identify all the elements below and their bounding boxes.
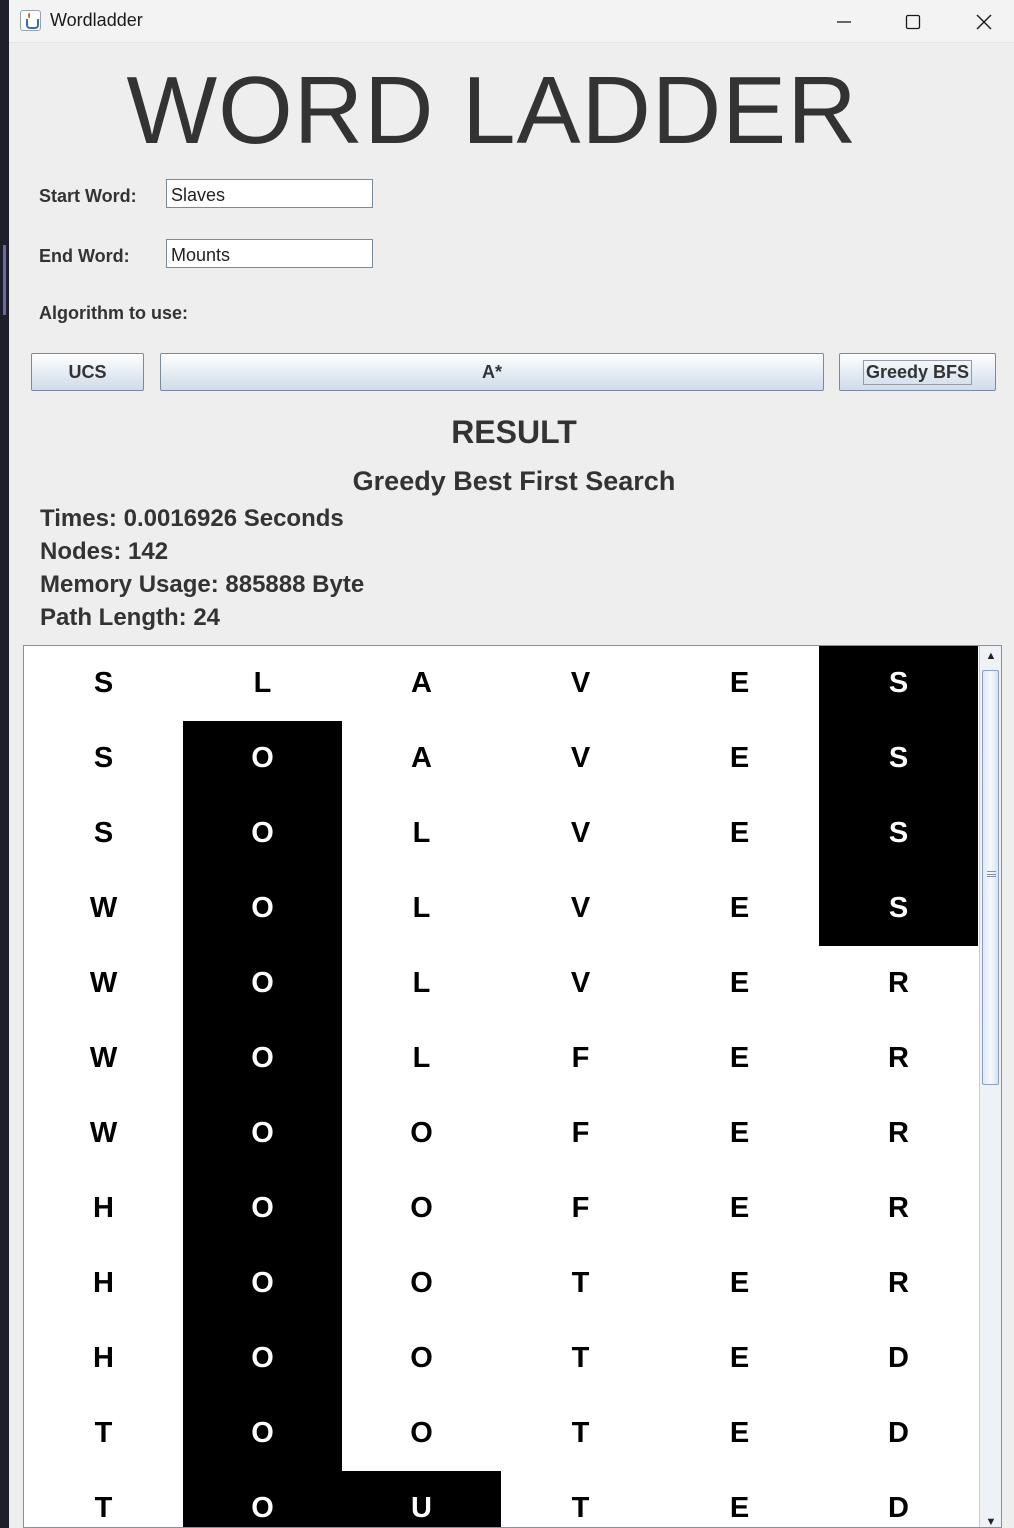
ladder-cell: E (660, 1021, 819, 1096)
ladder-cell: E (660, 646, 819, 721)
stat-path-length: Path Length: 24 (40, 604, 221, 631)
result-algorithm: Greedy Best First Search (352, 466, 676, 496)
ladder-cell: A (342, 721, 501, 796)
ladder-cell: R (819, 1021, 978, 1096)
vertical-scrollbar[interactable] (979, 646, 1001, 1528)
ladder-cell: L (342, 946, 501, 1021)
ladder-cell: E (660, 1396, 819, 1471)
ladder-cell: R (819, 1246, 978, 1321)
ladder-cell: T (24, 1396, 183, 1471)
ladder-cell: E (660, 871, 819, 946)
greedy-bfs-button[interactable] (839, 353, 996, 391)
ladder-cell: O (183, 1171, 342, 1246)
end-word-input[interactable] (166, 239, 373, 268)
ladder-grid (24, 646, 979, 1528)
ladder-cell: E (660, 946, 819, 1021)
ladder-cell: E (660, 721, 819, 796)
ladder-cell: V (501, 721, 660, 796)
ladder-cell: F (501, 1171, 660, 1246)
ladder-cell: O (342, 1246, 501, 1321)
ladder-cell: W (24, 946, 183, 1021)
ladder-cell: V (501, 646, 660, 721)
ladder-cell: O (183, 721, 342, 796)
title-bar (9, 0, 1014, 43)
ladder-cell: O (183, 1021, 342, 1096)
algorithm-label: Algorithm to use: (39, 303, 188, 323)
ladder-cell: S (819, 871, 978, 946)
ladder-cell: W (24, 1021, 183, 1096)
ladder-cell: U (342, 1471, 501, 1528)
ladder-cell: E (660, 796, 819, 871)
ladder-cell: O (183, 796, 342, 871)
ladder-panel[interactable] (23, 645, 1002, 1528)
ladder-cell: S (24, 796, 183, 871)
ladder-cell: T (501, 1246, 660, 1321)
ladder-cell: V (501, 946, 660, 1021)
scroll-up-icon[interactable]: ▲ (985, 650, 997, 662)
ladder-cell: L (342, 871, 501, 946)
ladder-cell: D (819, 1321, 978, 1396)
focus-accent (3, 245, 6, 315)
ladder-cell: O (342, 1171, 501, 1246)
ladder-cell: E (660, 1171, 819, 1246)
ladder-cell: O (342, 1396, 501, 1471)
astar-button[interactable]: A* (160, 353, 824, 391)
ladder-cell: T (24, 1471, 183, 1528)
ladder-cell: H (24, 1321, 183, 1396)
stat-times: Times: 0.0016926 Seconds (40, 505, 344, 532)
ladder-cell: E (660, 1246, 819, 1321)
maximize-button[interactable] (878, 0, 948, 43)
scroll-down-icon[interactable]: ▼ (985, 1516, 997, 1528)
scroll-thumb[interactable] (982, 670, 999, 1085)
java-app-icon (20, 10, 41, 31)
ladder-cell: O (342, 1321, 501, 1396)
ladder-cell: F (501, 1021, 660, 1096)
ladder-cell: S (819, 796, 978, 871)
ladder-cell: H (24, 1171, 183, 1246)
ladder-cell: S (24, 646, 183, 721)
ladder-cell: W (24, 871, 183, 946)
ladder-cell: S (24, 721, 183, 796)
end-word-label: End Word: (39, 246, 130, 266)
app-window (9, 0, 1014, 1528)
ladder-cell: F (501, 1096, 660, 1171)
minimize-icon (836, 14, 852, 30)
close-button[interactable] (949, 0, 1014, 43)
close-icon (975, 13, 993, 31)
ucs-button[interactable]: UCS (31, 353, 144, 391)
ladder-cell: T (501, 1321, 660, 1396)
ladder-cell: O (342, 1096, 501, 1171)
ladder-cell: V (501, 871, 660, 946)
ladder-cell: O (183, 871, 342, 946)
ladder-cell: V (501, 796, 660, 871)
ladder-cell: D (819, 1396, 978, 1471)
stat-memory: Memory Usage: 885888 Byte (40, 571, 365, 598)
stat-nodes: Nodes: 142 (40, 538, 169, 565)
ladder-cell: O (183, 1246, 342, 1321)
ladder-cell: R (819, 946, 978, 1021)
greedy-bfs-label: Greedy BFS (863, 360, 972, 385)
ladder-cell: R (819, 1096, 978, 1171)
ladder-cell: E (660, 1096, 819, 1171)
desktop-edge (0, 0, 9, 1528)
grip-icon (987, 871, 996, 877)
ladder-cell: L (183, 646, 342, 721)
ladder-cell: E (660, 1471, 819, 1528)
minimize-button[interactable] (809, 0, 879, 43)
window-title: Wordladder (50, 10, 143, 30)
ladder-cell: A (342, 646, 501, 721)
ladder-cell: D (819, 1471, 978, 1528)
ladder-cell: S (819, 721, 978, 796)
ladder-cell: O (183, 1471, 342, 1528)
result-heading: RESULT (451, 414, 577, 450)
app-heading: WORD LADDER (126, 57, 858, 164)
ladder-cell: L (342, 796, 501, 871)
ladder-cell: O (183, 946, 342, 1021)
ladder-cell: O (183, 1321, 342, 1396)
ladder-cell: E (660, 1321, 819, 1396)
ladder-cell: W (24, 1096, 183, 1171)
ladder-cell: H (24, 1246, 183, 1321)
ladder-cell: S (819, 646, 978, 721)
ladder-cell: O (183, 1096, 342, 1171)
start-word-label: Start Word: (39, 186, 137, 206)
ladder-cell: T (501, 1396, 660, 1471)
start-word-input[interactable] (166, 179, 373, 208)
maximize-icon (905, 14, 921, 30)
ladder-cell: L (342, 1021, 501, 1096)
ladder-cell: T (501, 1471, 660, 1528)
ladder-cell: R (819, 1171, 978, 1246)
ladder-cell: O (183, 1396, 342, 1471)
